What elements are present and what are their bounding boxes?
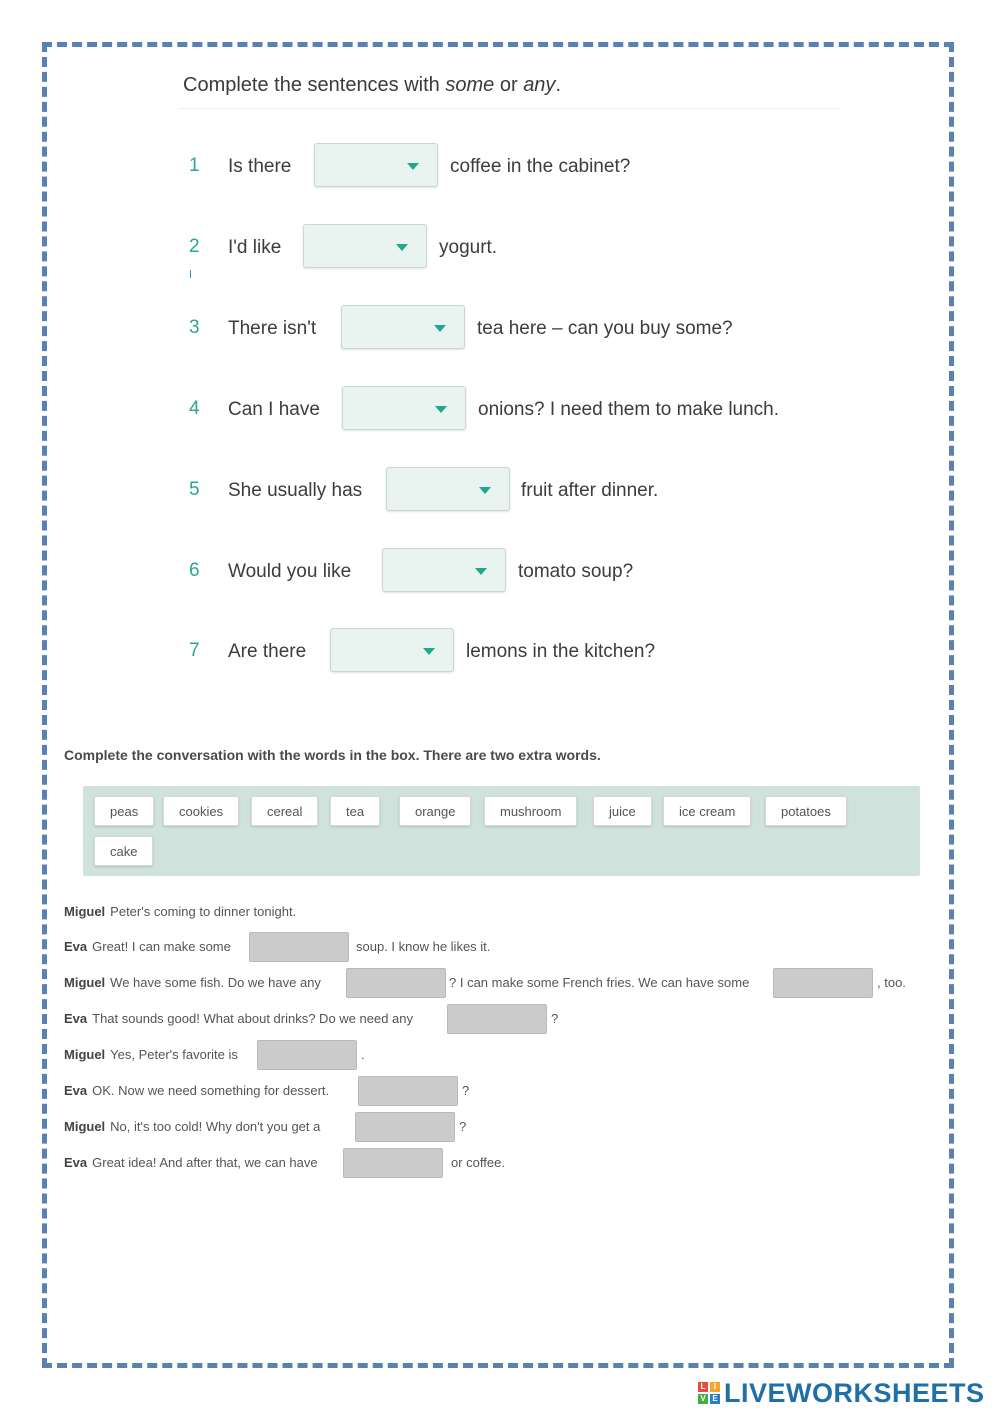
line-text-after: , too. <box>877 975 906 990</box>
line-text: Great! I can make some <box>92 939 231 954</box>
answer-dropdown[interactable] <box>386 467 510 511</box>
conversation-line <box>64 968 964 998</box>
line-text-after: ? <box>462 1083 470 1098</box>
divider <box>180 108 840 109</box>
question-text-before: There isn't <box>228 318 317 339</box>
answer-dropdown[interactable] <box>342 386 466 430</box>
answer-dropdown[interactable] <box>341 305 465 349</box>
answer-dropdown[interactable] <box>314 143 438 187</box>
answer-dropdown[interactable] <box>330 628 454 672</box>
liveworksheets-logo <box>698 1378 985 1408</box>
conversation-line <box>64 897 964 927</box>
word-chip[interactable]: mushroom <box>484 796 577 826</box>
line-text: OK. Now we need something for dessert. <box>92 1083 330 1098</box>
caret-down-icon <box>407 163 419 170</box>
caret-down-icon <box>423 648 435 655</box>
answer-dropdown[interactable] <box>382 548 506 592</box>
line-text-after: ? I can make some French fries. We can have some <box>449 975 750 990</box>
question-text-before: Can I have <box>228 399 320 420</box>
answer-blank[interactable] <box>773 968 873 998</box>
question-text-before: I'd like <box>228 237 282 258</box>
conversation-line <box>64 1004 964 1034</box>
conversation-line <box>64 1040 964 1070</box>
word-chip[interactable]: cereal <box>251 796 318 826</box>
question-row <box>0 143 1000 189</box>
question-text-after: tea here – can you buy some? <box>477 318 733 339</box>
answer-blank[interactable] <box>358 1076 458 1106</box>
word-chip[interactable]: tea <box>330 796 380 826</box>
question-number: 5 <box>189 479 200 500</box>
question-row <box>0 628 1000 674</box>
conversation-line <box>64 1148 964 1178</box>
word-chip[interactable]: peas <box>94 796 154 826</box>
question-text-after: coffee in the cabinet? <box>450 156 631 177</box>
line-text-after: . <box>361 1047 365 1062</box>
exercise1-instruction: Complete the sentences with some or any. <box>183 74 561 96</box>
line-text: No, it's too cold! Why don't you get a <box>110 1119 321 1134</box>
word-chip[interactable]: juice <box>593 796 652 826</box>
question-text-before: She usually has <box>228 480 363 501</box>
word-chip[interactable]: ice cream <box>663 796 751 826</box>
question-text-before: Would you like <box>228 561 352 582</box>
question-number: 6 <box>189 560 200 581</box>
line-text: Great idea! And after that, we can have <box>92 1155 318 1170</box>
speaker-name: Eva <box>64 1083 88 1098</box>
conversation-line <box>64 932 964 962</box>
caret-down-icon <box>434 325 446 332</box>
conversation-line <box>64 1112 964 1142</box>
brand-name: LIVEWORKSHEETS <box>724 1377 985 1408</box>
question-number: 7 <box>189 640 200 661</box>
question-text-before: Are there <box>228 641 307 662</box>
speaker-name: Eva <box>64 939 88 954</box>
answer-blank[interactable] <box>447 1004 547 1034</box>
question-text-after: tomato soup? <box>518 561 634 582</box>
line-text-after: or coffee. <box>451 1155 505 1170</box>
question-text-before: Is there <box>228 156 292 177</box>
line-text-after: ? <box>459 1119 467 1134</box>
conversation-line <box>64 1076 964 1106</box>
caret-down-icon <box>475 568 487 575</box>
word-chip[interactable]: potatoes <box>765 796 847 826</box>
question-text-after: fruit after dinner. <box>521 480 659 501</box>
question-row <box>0 386 1000 432</box>
speaker-name: Miguel <box>64 904 106 919</box>
logo-badge-icon: L I V E <box>698 1382 720 1404</box>
question-number: 2 <box>189 236 200 257</box>
question-row <box>0 548 1000 594</box>
line-text: Peter's coming to dinner tonight. <box>110 904 297 919</box>
speaker-name: Eva <box>64 1155 88 1170</box>
answer-blank[interactable] <box>257 1040 357 1070</box>
question-text-after: lemons in the kitchen? <box>466 641 656 662</box>
caret-down-icon <box>479 487 491 494</box>
speaker-name: Eva <box>64 1011 88 1026</box>
word-chip[interactable]: cookies <box>163 796 239 826</box>
question-text-after: onions? I need them to make lunch. <box>478 399 780 420</box>
word-chip[interactable]: orange <box>399 796 471 826</box>
line-text-after: soup. I know he likes it. <box>356 939 491 954</box>
question-row <box>0 305 1000 351</box>
caret-down-icon <box>396 244 408 251</box>
answer-blank[interactable] <box>355 1112 455 1142</box>
line-text: We have some fish. Do we have any <box>110 975 321 990</box>
question-row <box>0 467 1000 513</box>
line-text-after: ? <box>551 1011 559 1026</box>
question-number: 1 <box>189 155 200 176</box>
question-number: 3 <box>189 317 200 338</box>
answer-dropdown[interactable] <box>303 224 427 268</box>
speaker-name: Miguel <box>64 1119 106 1134</box>
question-text-after: yogurt. <box>439 237 498 258</box>
question-number: 4 <box>189 398 200 419</box>
word-chip[interactable]: cake <box>94 836 153 866</box>
speaker-name: Miguel <box>64 1047 106 1062</box>
answer-blank[interactable] <box>343 1148 443 1178</box>
line-text: Yes, Peter's favorite is <box>110 1047 238 1062</box>
answer-blank[interactable] <box>249 932 349 962</box>
stray-mark <box>190 270 191 278</box>
exercise2-instruction: Complete the conversation with the words in the box. There are two extra words. <box>64 747 601 763</box>
caret-down-icon <box>435 406 447 413</box>
answer-blank[interactable] <box>346 968 446 998</box>
speaker-name: Miguel <box>64 975 106 990</box>
line-text: That sounds good! What about drinks? Do we need any <box>92 1011 414 1026</box>
question-row <box>0 224 1000 270</box>
